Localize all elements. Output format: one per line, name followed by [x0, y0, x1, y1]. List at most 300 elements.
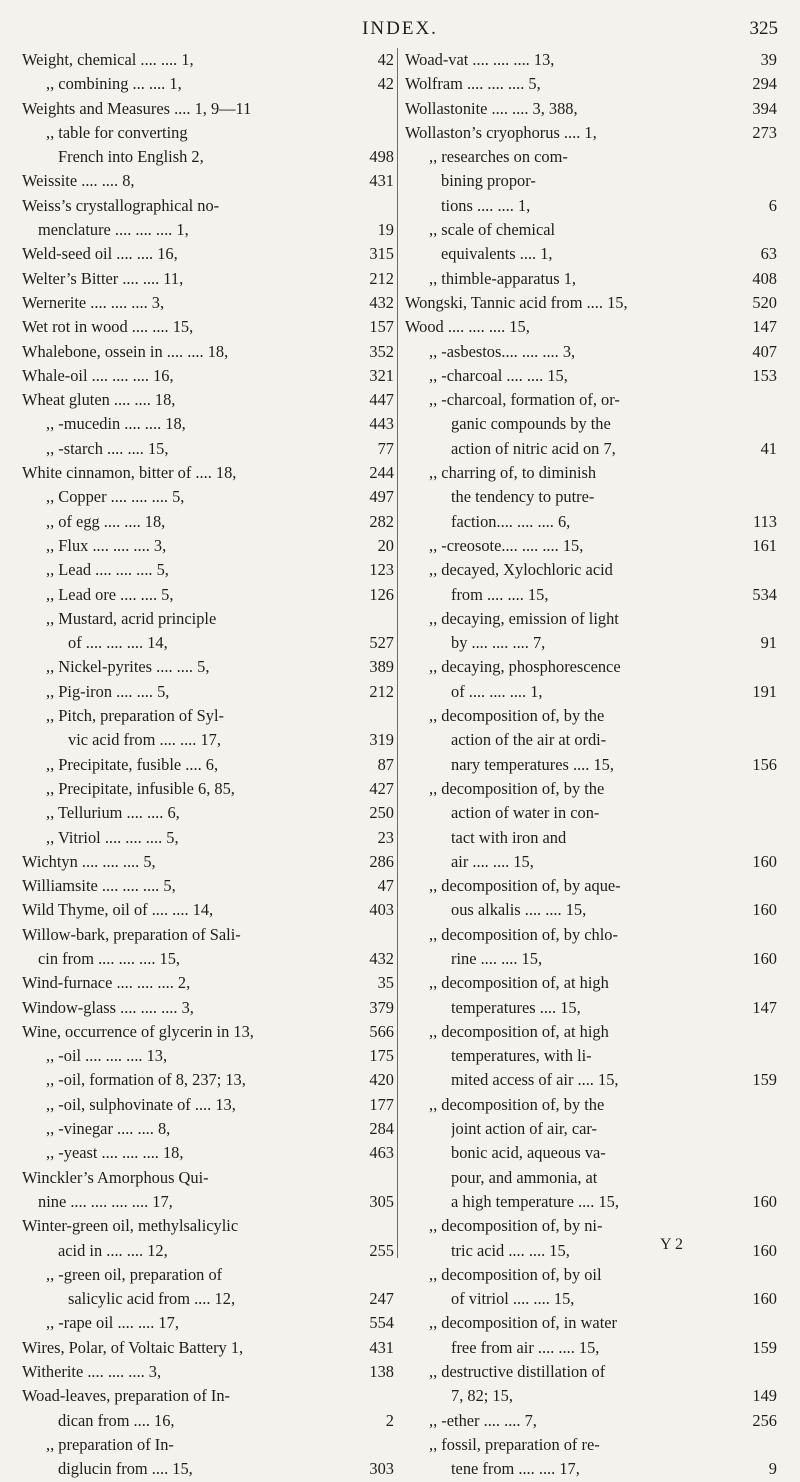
index-entry [22, 777, 394, 801]
index-entry-page-ref: 403 [369, 900, 394, 920]
index-entry-text: vic acid from .... .... 17, [68, 730, 221, 750]
index-entry-text: ,, -oil, sulphovinate of .... 13, [46, 1094, 236, 1114]
index-entry-page-ref: 160 [752, 900, 777, 920]
index-entry [22, 996, 394, 1020]
index-entry-text: mited access of air .... 15, [451, 1070, 619, 1090]
index-entry-page-ref: 432 [369, 948, 394, 968]
index-entry-text: Wet rot in wood .... .... 15, [22, 317, 194, 337]
index-entry-page-ref: 23 [377, 827, 394, 847]
index-entry [405, 1020, 777, 1044]
index-entry-text: ,, Vitriol .... .... .... 5, [46, 827, 179, 847]
index-entry [22, 971, 394, 995]
index-entry-text: free from air .... .... 15, [451, 1337, 600, 1357]
index-entry [22, 461, 394, 485]
index-entry-text: Wood .... .... .... 15, [405, 317, 530, 337]
index-entry-text: dican from .... 16, [58, 1410, 175, 1430]
index-entry-text: Witherite .... .... .... 3, [22, 1362, 162, 1382]
index-entry-page-ref: 191 [752, 681, 777, 701]
index-entry-text: from .... .... 15, [451, 584, 549, 604]
index-entry-text: nine .... .... .... .... 17, [38, 1191, 173, 1211]
index-entry-text: ,, table for converting [46, 122, 188, 142]
index-entry-text: ,, -yeast .... .... .... 18, [46, 1143, 184, 1163]
index-entry [22, 1457, 394, 1481]
index-entry-page-ref: 123 [369, 560, 394, 580]
index-entry [22, 1384, 394, 1408]
index-entry-text: ,, Copper .... .... .... 5, [46, 487, 185, 507]
index-entry-page-ref: 157 [369, 317, 394, 337]
index-entry-page-ref: 303 [369, 1459, 394, 1479]
index-entry-page-ref: 9 [768, 1459, 777, 1479]
index-entry-text: French into English 2, [58, 147, 204, 167]
index-entry-page-ref: 159 [752, 1070, 777, 1090]
index-entry-text: Wheat gluten .... .... 18, [22, 390, 176, 410]
index-entry [22, 923, 394, 947]
index-entry-text: Williamsite .... .... .... 5, [22, 876, 176, 896]
index-entry [405, 826, 777, 850]
index-entry [405, 1068, 777, 1092]
index-entry [405, 412, 777, 436]
index-entry-text: Weld-seed oil .... .... 16, [22, 244, 178, 264]
index-entry [405, 607, 777, 631]
index-entry-text: ,, decomposition of, by the [429, 1094, 605, 1114]
index-entry-text: Winter-green oil, methylsalicylic [22, 1216, 239, 1236]
index-entry [22, 388, 394, 412]
index-entry [22, 947, 394, 971]
index-entry [405, 1433, 777, 1457]
index-entry-page-ref: 42 [377, 74, 394, 94]
index-entry [22, 412, 394, 436]
index-entry-page-ref: 389 [369, 657, 394, 677]
index-entry-text: temperatures .... 15, [451, 997, 581, 1017]
index-entry-text: ,, scale of chemical [429, 220, 556, 240]
index-entry-text: ,, -vinegar .... .... 8, [46, 1119, 171, 1139]
index-entry-page-ref: 273 [752, 122, 777, 142]
index-entry [22, 1239, 394, 1263]
index-entry-page-ref: 566 [369, 1021, 394, 1041]
index-entry-text: faction.... .... .... 6, [451, 511, 571, 531]
index-entry-text: tric acid .... .... 15, [451, 1240, 570, 1260]
index-entry-page-ref: 126 [369, 584, 394, 604]
index-entry [22, 655, 394, 679]
index-entry [405, 388, 777, 412]
index-entry [22, 291, 394, 315]
index-entry-text: ,, Mustard, acrid principle [46, 608, 217, 628]
index-entry-page-ref: 35 [377, 973, 394, 993]
index-entry-text: Whalebone, ossein in .... .... 18, [22, 341, 229, 361]
page-header [0, 12, 800, 42]
index-entry-text: ,, decomposition of, at high [429, 973, 609, 993]
index-entry-text: action of the air at ordi- [451, 730, 607, 750]
index-entry-text: pour, and ammonia, at [451, 1167, 598, 1187]
index-entry-page-ref: 497 [369, 487, 394, 507]
index-entry-text: by .... .... .... 7, [451, 633, 546, 653]
index-entry-text: ,, Pig-iron .... .... 5, [46, 681, 170, 701]
page-number: 325 [749, 18, 778, 39]
index-entry [405, 923, 777, 947]
index-entry-text: nary temperatures .... 15, [451, 754, 614, 774]
index-entry-text: menclature .... .... .... 1, [38, 220, 189, 240]
index-entry-text: joint action of air, car- [451, 1119, 598, 1139]
index-entry [405, 510, 777, 534]
index-entry-text: ,, Lead ore .... .... 5, [46, 584, 174, 604]
index-entry-page-ref: 77 [377, 438, 394, 458]
index-entry [405, 898, 777, 922]
index-entry-page-ref: 6 [768, 195, 777, 215]
index-entry-page-ref: 159 [752, 1337, 777, 1357]
index-entry-text: tene from .... .... 17, [451, 1459, 580, 1479]
index-entry [22, 1311, 394, 1335]
index-entry [405, 1360, 777, 1384]
index-entry-text: Wild Thyme, oil of .... .... 14, [22, 900, 214, 920]
index-entry [405, 753, 777, 777]
index-entry-text: Willow-bark, preparation of Sali- [22, 924, 241, 944]
index-entry-text: ,, decomposition of, by the [429, 778, 605, 798]
index-entry [22, 1166, 394, 1190]
index-entry [22, 1020, 394, 1044]
index-entry [405, 485, 777, 509]
index-entry [22, 850, 394, 874]
index-entry-text: ,, decomposition of, by aque- [429, 876, 621, 896]
index-entry-text: 7, 82; 15, [451, 1386, 513, 1406]
index-entry-page-ref: 149 [752, 1386, 777, 1406]
index-entry-page-ref: 91 [760, 633, 777, 653]
index-entry-page-ref: 408 [752, 268, 777, 288]
index-entry [405, 583, 777, 607]
index-entry-page-ref: 321 [369, 365, 394, 385]
index-entry-page-ref: 431 [369, 1337, 394, 1357]
index-entry-text: Weights and Measures .... 1, 9—11 [22, 98, 252, 118]
index-entry [405, 1117, 777, 1141]
index-entry-page-ref: 394 [752, 98, 777, 118]
index-entry [22, 145, 394, 169]
index-entry [22, 364, 394, 388]
index-entry [405, 874, 777, 898]
index-entry-text: White cinnamon, bitter of .... 18, [22, 463, 237, 483]
index-entry-text: ,, Flux .... .... .... 3, [46, 535, 167, 555]
index-entry-text: ,, combining ... .... 1, [46, 74, 182, 94]
index-entry-page-ref: 2 [385, 1410, 394, 1430]
index-entry-text: ,, -rape oil .... .... 17, [46, 1313, 179, 1333]
page-title: INDEX. [362, 18, 438, 39]
index-entry [405, 267, 777, 291]
index-entry [405, 121, 777, 145]
index-entry [22, 1190, 394, 1214]
index-entry-text: Wind-furnace .... .... .... 2, [22, 973, 191, 993]
index-entry-page-ref: 153 [752, 365, 777, 385]
index-entry-text: Weight, chemical .... .... 1, [22, 50, 194, 69]
index-entry-text: ,, thimble-apparatus 1, [429, 268, 577, 288]
index-entry [22, 1068, 394, 1092]
index-entry-text: Wires, Polar, of Voltaic Battery 1, [22, 1337, 244, 1357]
index-entry-text: Window-glass .... .... .... 3, [22, 997, 194, 1017]
index-entry [22, 1433, 394, 1457]
index-entry-page-ref: 352 [369, 341, 394, 361]
index-entry-page-ref: 463 [369, 1143, 394, 1163]
index-entry [405, 1311, 777, 1335]
index-entry [22, 631, 394, 655]
index-entry [22, 753, 394, 777]
index-entry [405, 364, 777, 388]
index-entry-page-ref: 160 [752, 1240, 777, 1260]
index-entry-page-ref: 447 [369, 390, 394, 410]
index-entry-text: Wernerite .... .... .... 3, [22, 292, 165, 312]
index-entry-page-ref: 161 [752, 535, 777, 555]
index-entry-page-ref: 63 [760, 244, 777, 264]
index-entry [22, 607, 394, 631]
index-entry-text: ,, Lead .... .... .... 5, [46, 560, 169, 580]
index-entry [22, 242, 394, 266]
index-entry-page-ref: 432 [369, 292, 394, 312]
index-entry-text: ,, fossil, preparation of re- [429, 1434, 600, 1454]
index-entry-text: Welter’s Bitter .... .... 11, [22, 268, 184, 288]
column-divider [397, 48, 398, 1258]
index-entry-page-ref: 160 [752, 851, 777, 871]
index-entry-text: temperatures, with li- [451, 1046, 592, 1066]
index-entry [22, 1117, 394, 1141]
index-entry-text: salicylic acid from .... 12, [68, 1289, 236, 1309]
index-entry-page-ref: 212 [369, 681, 394, 701]
index-entry-text: ,, decomposition of, by oil [429, 1264, 602, 1284]
index-entry-page-ref: 177 [369, 1094, 394, 1114]
index-entry [405, 242, 777, 266]
index-entry-text: of .... .... .... 1, [451, 681, 543, 701]
index-column-right [405, 48, 777, 1482]
index-entry [405, 1093, 777, 1117]
index-entry [405, 534, 777, 558]
index-entry-page-ref: 520 [752, 292, 777, 312]
index-entry-page-ref: 554 [369, 1313, 394, 1333]
index-entry [22, 1093, 394, 1117]
index-entry [22, 194, 394, 218]
index-entry [405, 1044, 777, 1068]
index-entry [22, 801, 394, 825]
index-entry-text: ,, destructive distillation of [429, 1362, 606, 1382]
index-entry-page-ref: 256 [752, 1410, 777, 1430]
index-entry-text: ,, decomposition of, at high [429, 1021, 609, 1041]
index-entry [405, 655, 777, 679]
index-entry-text: ,, researches on com- [429, 147, 568, 167]
index-entry-text: ,, -creosote.... .... .... 15, [429, 535, 584, 555]
index-entry [405, 996, 777, 1020]
index-entry-page-ref: 147 [752, 997, 777, 1017]
index-entry-text: diglucin from .... 15, [58, 1459, 193, 1479]
index-entry [22, 121, 394, 145]
index-entry [405, 291, 777, 315]
index-entry [22, 558, 394, 582]
index-entry-text: ,, Precipitate, fusible .... 6, [46, 754, 219, 774]
index-entry [405, 1384, 777, 1408]
index-entry-text: ,, Tellurium .... .... 6, [46, 803, 180, 823]
index-entry-text: Whale-oil .... .... .... 16, [22, 365, 174, 385]
index-entry-text: Wolfram .... .... .... 5, [405, 74, 541, 94]
index-entry-text: ,, decomposition of, in water [429, 1313, 617, 1333]
index-entry [405, 947, 777, 971]
index-entry [22, 72, 394, 96]
index-entry [405, 850, 777, 874]
index-entry-text: ,, preparation of In- [46, 1434, 174, 1454]
index-entry [405, 704, 777, 728]
index-entry-text: ,, of egg .... .... 18, [46, 511, 166, 531]
index-entry [22, 1044, 394, 1068]
index-entry [22, 1141, 394, 1165]
index-entry-page-ref: 319 [369, 730, 394, 750]
index-entry [22, 437, 394, 461]
index-entry-page-ref: 282 [369, 511, 394, 531]
index-entry-page-ref: 498 [369, 147, 394, 167]
index-entry-text: ,, -mucedin .... .... 18, [46, 414, 186, 434]
index-entry [22, 1409, 394, 1433]
index-entry [405, 1263, 777, 1287]
index-entry-text: ,, -charcoal .... .... 15, [429, 365, 568, 385]
index-entry-page-ref: 294 [752, 74, 777, 94]
index-entry [405, 48, 777, 72]
index-entry-page-ref: 247 [369, 1289, 394, 1309]
index-entry [22, 510, 394, 534]
index-entry-text: tions .... .... 1, [441, 195, 531, 215]
index-entry-text: Wongski, Tannic acid from .... 15, [405, 292, 628, 312]
index-entry [405, 1190, 777, 1214]
index-entry-text: ous alkalis .... .... 15, [451, 900, 587, 920]
index-entry [22, 1287, 394, 1311]
index-entry [22, 340, 394, 364]
index-entry-text: ,, -asbestos.... .... .... 3, [429, 341, 576, 361]
index-entry [22, 218, 394, 242]
index-entry [22, 680, 394, 704]
index-entry [405, 1141, 777, 1165]
index-entry [405, 169, 777, 193]
index-entry-text: ,, -starch .... .... 15, [46, 438, 169, 458]
index-entry [405, 461, 777, 485]
index-entry [405, 97, 777, 121]
index-entry-text: air .... .... 15, [451, 851, 534, 871]
index-entry-text: rine .... .... 15, [451, 948, 543, 968]
index-entry-page-ref: 427 [369, 778, 394, 798]
index-entry [22, 315, 394, 339]
index-entry [405, 315, 777, 339]
index-entry [405, 1457, 777, 1481]
index-entry-page-ref: 160 [752, 1191, 777, 1211]
index-entry-page-ref: 41 [760, 438, 777, 458]
index-entry-page-ref: 420 [369, 1070, 394, 1090]
index-entry [405, 1287, 777, 1311]
index-entry-text: Weissite .... .... 8, [22, 171, 135, 191]
index-entry [22, 48, 394, 72]
index-entry-page-ref: 244 [369, 463, 394, 483]
index-entry-page-ref: 534 [752, 584, 777, 604]
index-entry [405, 194, 777, 218]
index-entry [405, 340, 777, 364]
index-entry-text: action of water in con- [451, 803, 600, 823]
index-entry [405, 218, 777, 242]
index-entry-text: Weiss’s crystallographical no- [22, 195, 220, 215]
index-entry-page-ref: 160 [752, 1289, 777, 1309]
index-entry [22, 267, 394, 291]
index-entry [22, 1263, 394, 1287]
index-entry [22, 826, 394, 850]
index-entry-text: ,, decayed, Xylochloric acid [429, 560, 613, 580]
index-entry-text: ,, decomposition of, by the [429, 706, 605, 726]
index-entry-page-ref: 156 [752, 754, 777, 774]
index-entry-page-ref: 20 [377, 535, 394, 555]
index-entry [22, 583, 394, 607]
index-entry [22, 485, 394, 509]
index-column-left [22, 48, 394, 1482]
signature-mark: Y 2 [660, 1236, 683, 1253]
index-entry-text: Woad-vat .... .... .... 13, [405, 50, 555, 69]
index-entry-page-ref: 286 [369, 851, 394, 871]
index-entry-text: of vitriol .... .... 15, [451, 1289, 575, 1309]
index-entry [405, 801, 777, 825]
index-entry [405, 777, 777, 801]
index-entry [405, 1166, 777, 1190]
index-entry-page-ref: 443 [369, 414, 394, 434]
index-entry [22, 1336, 394, 1360]
index-entry [405, 1239, 777, 1263]
index-entry-text: Winckler’s Amorphous Qui- [22, 1167, 209, 1187]
index-entry [405, 437, 777, 461]
index-entry-page-ref: 19 [377, 220, 394, 240]
index-entry [22, 1360, 394, 1384]
index-entry-text: Wollastonite .... .... 3, 388, [405, 98, 578, 118]
index-entry-page-ref: 305 [369, 1191, 394, 1211]
index-entry [405, 680, 777, 704]
index-entry-text: Wichtyn .... .... .... 5, [22, 851, 156, 871]
index-entry-text: ,, -oil .... .... .... 13, [46, 1046, 168, 1066]
index-entry [22, 97, 394, 121]
index-entry-text: ,, Nickel-pyrites .... .... 5, [46, 657, 210, 677]
index-entry-page-ref: 315 [369, 244, 394, 264]
index-entry-page-ref: 407 [752, 341, 777, 361]
index-entry [405, 631, 777, 655]
index-entry-page-ref: 250 [369, 803, 394, 823]
index-entry [405, 1409, 777, 1433]
index-entry-text: ,, decaying, phosphorescence [429, 657, 621, 677]
index-entry [22, 534, 394, 558]
index-entry-text: ,, decomposition of, by chlo- [429, 924, 618, 944]
index-entry-page-ref: 255 [369, 1240, 394, 1260]
index-entry-page-ref: 212 [369, 268, 394, 288]
index-entry [405, 145, 777, 169]
index-entry-text: ,, -ether .... .... 7, [429, 1410, 537, 1430]
index-entry-text: tact with iron and [451, 827, 567, 847]
index-entry-text: bining propor- [441, 171, 536, 191]
index-entry-page-ref: 47 [377, 876, 394, 896]
index-entry-text: ,, charring of, to diminish [429, 463, 597, 483]
index-entry-text: ,, Pitch, preparation of Syl- [46, 706, 224, 726]
index-entry [405, 1214, 777, 1238]
index-entry-text: bonic acid, aqueous va- [451, 1143, 606, 1163]
index-entry-text: ,, decomposition of, by ni- [429, 1216, 603, 1236]
index-entry-page-ref: 147 [752, 317, 777, 337]
index-entry-page-ref: 39 [760, 50, 777, 69]
index-entry [22, 898, 394, 922]
index-entry-text: acid in .... .... 12, [58, 1240, 168, 1260]
index-entry-page-ref: 175 [369, 1046, 394, 1066]
index-entry-text: action of nitric acid on 7, [451, 438, 616, 458]
index-entry-text: ganic compounds by the [451, 414, 611, 434]
index-entry-text: ,, Precipitate, infusible 6, 85, [46, 778, 235, 798]
index-entry-text: cin from .... .... .... 15, [38, 948, 181, 968]
index-entry [22, 1214, 394, 1238]
index-entry-text: Woad-leaves, preparation of In- [22, 1386, 231, 1406]
index-entry-text: equivalents .... 1, [441, 244, 553, 264]
index-entry [22, 169, 394, 193]
index-entry [405, 72, 777, 96]
index-entry-page-ref: 160 [752, 948, 777, 968]
index-entry-page-ref: 527 [369, 633, 394, 653]
index-entry-page-ref: 284 [369, 1119, 394, 1139]
index-entry-text: ,, decaying, emission of light [429, 608, 619, 628]
